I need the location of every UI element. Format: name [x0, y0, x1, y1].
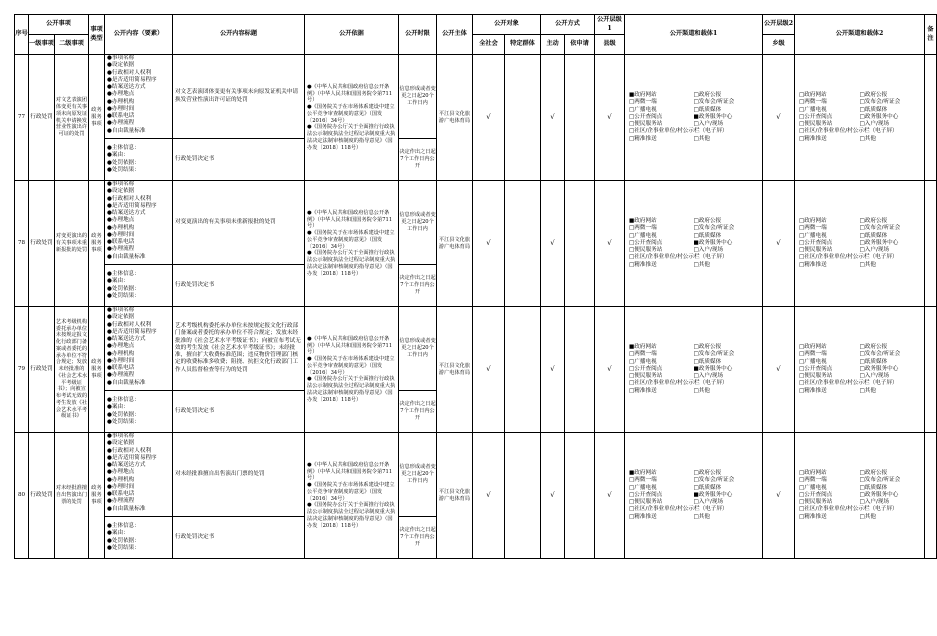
channel-option: □其他 [859, 387, 876, 394]
row-level2-town-check: √ [763, 181, 795, 307]
list-item: ●事项名称 [107, 307, 135, 313]
channel-option: □政府公报 [859, 92, 888, 99]
header-target-all: 全社会 [473, 35, 505, 55]
channel-option: □便民服务站 [799, 373, 833, 380]
row-basis [305, 55, 399, 181]
header-content-elements: 公开内容（要素） [105, 15, 173, 55]
row-subject: 平江县文化旅游广电体育局 [437, 433, 473, 559]
list-item: ●《国务院办公厅关于全面推行行政执法公示制度执法全过程记录制度重大执法决定法制审核制度的指导意见》（国办发〔2018〕118号） [307, 250, 396, 277]
list-item: ●办理流程 [107, 120, 135, 127]
channel-option: □广播电视 [629, 358, 657, 365]
disclosure-table [14, 14, 937, 559]
list-item: ●案由： [107, 530, 129, 537]
row-content-title: 艺术考级机构委托承办单位未按规定报文化行政部门备案或者委托的承办单位不符合规定；发放未经批准的《社会艺术水平考级证书》；向被宣布考试无效的考生发放《社会艺术水平考级证书》；未经批准，擅自扩大收费标准范围；违反物价管理部门核定的收费标准多收费；阻挠、抗拒文化行政部门工作人员监督检查等行为的处罚 [173, 307, 305, 391]
header-subject: 公开主体 [437, 15, 473, 55]
channel-option: □便民服务站 [629, 121, 663, 128]
list-item: ●联系电话 [107, 239, 135, 246]
channel-option: □发布会/听证会 [693, 351, 735, 358]
row-subject: 平江县文化旅游广电体育局 [437, 181, 473, 307]
row-level2-matter: 对变更演出的有关事项未重新报批的处罚 [55, 181, 89, 307]
row-channel2 [795, 181, 925, 307]
row-remark [925, 433, 937, 559]
row-level1-matter: 行政处罚 [29, 433, 55, 559]
row-matter-type: 政务服务事项 [89, 181, 105, 307]
list-item: ●办理机构 [107, 98, 135, 105]
channel-option: □社区/企事业单位/村公示栏（电子屏） [629, 128, 728, 135]
header-level1-county: 县级 [595, 35, 625, 55]
list-item: ●处罚结果： [107, 166, 140, 173]
list-item: ●办理时间 [107, 483, 135, 490]
channel-option: ■政务服务中心 [693, 491, 733, 498]
header-mode-request: 依申请 [565, 35, 595, 55]
row-level1-matter: 行政处罚 [29, 307, 55, 433]
row-content-title: 对变更演出的有关事项未重新报批的处罚 [173, 181, 305, 265]
list-item: ●《国务院关于在市场体系建设中建立公平竞争审查制度的意见》（国发〔2016〕34号） [307, 356, 395, 376]
channel-option: □精准推送 [799, 261, 827, 268]
channel-option: □公开查阅点 [799, 239, 833, 246]
channel-option: □便民服务站 [629, 247, 663, 254]
row-content-title: 对文艺表演团体变更有关事项未向原发证机关申请换发营业性演出许可证的处罚 [173, 55, 305, 139]
channel-options [625, 92, 762, 143]
row-remark [925, 181, 937, 307]
row-mode-request [565, 307, 595, 433]
channel-option: □精准推送 [629, 135, 657, 142]
list-item: ●办理地点 [107, 217, 135, 224]
channel-option: □发布会/听证会 [859, 225, 901, 232]
row-level1-county-check: √ [595, 433, 625, 559]
list-item: ●主体信息： [107, 522, 140, 529]
channel-option: □公开查阅点 [629, 239, 663, 246]
row-seq: 77 [15, 55, 29, 181]
channel-option: □便民服务站 [629, 499, 663, 506]
channel-option: □社区/企事业单位/村公示栏（电子屏） [629, 254, 728, 261]
channel-option: □公开查阅点 [799, 491, 833, 498]
list-item: ●案由： [107, 152, 129, 159]
header-remark: 备注 [925, 15, 937, 55]
channel-option: □发布会/听证会 [693, 477, 735, 484]
channel-option: □社区/企事业单位/村公示栏（电子屏） [799, 128, 898, 135]
header-channel1: 公开渠道和载体1 [625, 15, 763, 55]
channel-option: □两微一端 [799, 99, 827, 106]
row-remark [925, 55, 937, 181]
channel-option: ■政府网站 [629, 344, 657, 351]
channel-option: □政府网站 [799, 470, 827, 477]
list-item: ●办理时间 [107, 357, 135, 364]
row-seq: 79 [15, 307, 29, 433]
channel-option: □便民服务站 [629, 373, 663, 380]
row-level2-matter: 对文艺表演团体变更有关事项未向原发证机关申请换发营业性演出许可证的处罚 [55, 55, 89, 181]
row-target-all-check: √ [473, 307, 505, 433]
channel-options [625, 218, 762, 269]
channel-option: □广播电视 [629, 484, 657, 491]
row-time-limit-1: 信息形成或者变更之日起20个工作日内 [399, 55, 437, 139]
channel-option: □其他 [859, 261, 876, 268]
header-mode-active: 主动 [541, 35, 565, 55]
list-item: ●是否适用简易程序 [107, 454, 157, 461]
list-item: ●办理时间 [107, 231, 135, 238]
row-channel2 [795, 433, 925, 559]
row-result-elements [105, 265, 173, 307]
channel-option: □政府公报 [859, 470, 888, 477]
channel-option: □政府网站 [799, 218, 827, 225]
row-time-limit-1: 信息形成或者变更之日起20个工作日内 [399, 181, 437, 265]
row-mode-request [565, 433, 595, 559]
channel-option: □社区/企事业单位/村公示栏（电子屏） [799, 254, 898, 261]
header-basis: 公开依据 [305, 15, 399, 55]
header-matter-type: 事项类型 [89, 15, 105, 55]
channel-option: □公开查阅点 [629, 113, 663, 120]
list-item: ●《国务院办公厅关于全面推行行政执法公示制度执法全过程记录制度重大执法决定法制审核制度的指导意见》（国办发〔2018〕118号） [307, 502, 396, 529]
header-level2-matter: 二级事项 [55, 35, 89, 55]
list-item: ●主体信息： [107, 144, 140, 151]
list-item: ●办理时间 [107, 105, 135, 112]
channel-option: □两微一端 [629, 225, 657, 232]
row-mode-request [565, 181, 595, 307]
row-result-title: 行政处罚决定书 [173, 139, 305, 181]
list-item: ●办理地点 [107, 469, 135, 476]
channel-option: □入户/现场 [859, 247, 890, 254]
channel-option: ■政府网站 [629, 218, 657, 225]
channel-option: □精准推送 [629, 261, 657, 268]
list-item: ●《中华人民共和国政府信息公开条例》（中华人民共和国国务院令第711号） [307, 461, 393, 482]
list-item: ●案由： [107, 404, 129, 411]
header-matters: 公开事项 [29, 15, 89, 35]
list-item: ●事项名称 [107, 433, 135, 439]
row-time-limit-2: 决定作出之日起7个工作日内公开 [399, 391, 437, 433]
row-target-specific [505, 433, 541, 559]
channel-option: □政府公报 [693, 470, 722, 477]
channel-options [795, 92, 924, 143]
channel-option: □入户/现场 [859, 121, 890, 128]
list-item: ●结案送达方式 [107, 336, 146, 343]
row-level2-matter: 艺术考级机构委托承办单位未按规定报文化行政部门备案或者委托的承办单位不符合规定；发放未经批准的《社会艺术水平考级证书》；向被宣布考试无效的考生发放《社会艺术水平考级证书》 [55, 307, 89, 433]
list-item: ●办理流程 [107, 498, 135, 505]
row-content-elements [105, 181, 173, 265]
channel-option: □便民服务站 [799, 121, 833, 128]
row-level1-matter: 行政处罚 [29, 181, 55, 307]
row-basis [305, 433, 399, 559]
header-level2-town: 乡级 [763, 35, 795, 55]
list-item: ●是否适用简易程序 [107, 328, 157, 335]
list-item: ●自由裁量标准 [107, 127, 146, 134]
row-target-specific [505, 55, 541, 181]
channel-option: □发布会/听证会 [693, 99, 735, 106]
header-level1-matter: 一级事项 [29, 35, 55, 55]
channel-option: □纸质媒体 [693, 232, 722, 239]
list-item: ●结案送达方式 [107, 210, 146, 217]
row-mode-request [565, 55, 595, 181]
row-content-elements [105, 307, 173, 391]
row-channel2 [795, 55, 925, 181]
list-item: ●处罚依据： [107, 537, 140, 544]
row-remark [925, 307, 937, 433]
channel-option: □纸质媒体 [859, 358, 888, 365]
row-time-limit-1: 信息形成或者变更之日起20个工作日内 [399, 433, 437, 517]
channel-options [795, 218, 924, 269]
channel-option: □入户/现场 [859, 499, 890, 506]
row-channel1 [625, 181, 763, 307]
list-item: ●《中华人民共和国政府信息公开条例》（中华人民共和国国务院令第711号） [307, 209, 393, 230]
row-channel1 [625, 55, 763, 181]
header-seq: 序号 [15, 15, 29, 55]
channel-option: □两微一端 [799, 477, 827, 484]
channel-option: □两微一端 [629, 477, 657, 484]
row-level2-town-check: √ [763, 307, 795, 433]
channel-option: □纸质媒体 [859, 106, 888, 113]
row-level1-county-check: √ [595, 307, 625, 433]
row-level1-county-check: √ [595, 55, 625, 181]
channel-option: □公开查阅点 [629, 491, 663, 498]
channel-option: □政务服务中心 [859, 365, 899, 372]
list-item: ●处罚依据： [107, 159, 140, 166]
row-target-all-check: √ [473, 433, 505, 559]
header-content-title: 公开内容标题 [173, 15, 305, 55]
list-item: ●《中华人民共和国政府信息公开条例》（中华人民共和国国务院令第711号） [307, 335, 393, 356]
table-body [15, 55, 937, 559]
channel-option: ■政务服务中心 [693, 239, 733, 246]
list-item: ●处罚依据： [107, 411, 140, 418]
list-item: ●《国务院办公厅关于全面推行行政执法公示制度执法全过程记录制度重大执法决定法制审核制度的指导意见》（国办发〔2018〕118号） [307, 124, 396, 151]
list-item: ●案由： [107, 278, 129, 285]
row-level2-matter: 对未经批准擅自出售演出门票的处罚 [55, 433, 89, 559]
channel-option: □其他 [693, 387, 710, 394]
list-item: ●行政相对人权利 [107, 447, 152, 454]
channel-options [795, 470, 924, 521]
row-level2-town-check: √ [763, 55, 795, 181]
row-result-elements [105, 517, 173, 559]
row-level2-town-check: √ [763, 433, 795, 559]
list-item: ●自由裁量标准 [107, 379, 146, 386]
row-channel1 [625, 433, 763, 559]
channel-option: □广播电视 [799, 106, 827, 113]
row-mode-active-check: √ [541, 307, 565, 433]
row-matter-type: 政务服务事项 [89, 433, 105, 559]
channel-option: □发布会/听证会 [859, 351, 901, 358]
row-mode-active-check: √ [541, 181, 565, 307]
list-item: ●设定依据 [107, 62, 135, 69]
channel-option: □精准推送 [799, 387, 827, 394]
row-level1-county-check: √ [595, 181, 625, 307]
channel-option: □广播电视 [629, 232, 657, 239]
channel-option: □入户/现场 [693, 247, 724, 254]
row-matter-type: 政务服务事项 [89, 307, 105, 433]
list-item: ●《国务院关于在市场体系建设中建立公平竞争审查制度的意见》（国发〔2016〕34号） [307, 230, 395, 250]
row-channel2 [795, 307, 925, 433]
channel-options [625, 470, 762, 521]
list-item: ●行政相对人权利 [107, 321, 152, 328]
row-target-all-check: √ [473, 181, 505, 307]
channel-option: □发布会/听证会 [859, 99, 901, 106]
list-item: ●行政相对人权利 [107, 69, 152, 76]
channel-option: □精准推送 [629, 387, 657, 394]
channel-option: □社区/企事业单位/村公示栏（电子屏） [629, 380, 728, 387]
channel-option: □便民服务站 [799, 247, 833, 254]
list-item: ●事项名称 [107, 181, 135, 187]
row-content-title: 对未经批准擅自出售演出门票的处罚 [173, 433, 305, 517]
row-content-elements [105, 55, 173, 139]
channel-option: □入户/现场 [693, 499, 724, 506]
row-result-title: 行政处罚决定书 [173, 265, 305, 307]
channel-option: □其他 [693, 513, 710, 520]
channel-option: □精准推送 [629, 513, 657, 520]
header-level2: 公开层级2 [763, 15, 795, 35]
list-item: ●自由裁量标准 [107, 253, 146, 260]
channel-option: □政府公报 [693, 344, 722, 351]
row-target-specific [505, 181, 541, 307]
header-target: 公开对象 [473, 15, 541, 35]
row-mode-active-check: √ [541, 55, 565, 181]
list-item: ●主体信息： [107, 270, 140, 277]
list-item: ●《国务院办公厅关于全面推行行政执法公示制度执法全过程记录制度重大执法决定法制审核制度的指导意见》（国办发〔2018〕118号） [307, 376, 396, 403]
channel-option: □精准推送 [799, 135, 827, 142]
channel-option: □纸质媒体 [693, 106, 722, 113]
channel-option: □广播电视 [799, 484, 827, 491]
channel-option: □其他 [859, 513, 876, 520]
row-matter-type: 政务服务事项 [89, 55, 105, 181]
row-seq: 78 [15, 181, 29, 307]
channel-option: □政府公报 [693, 92, 722, 99]
row-time-limit-2: 决定作出之日起7个工作日内公开 [399, 265, 437, 307]
header-target-specific: 特定群体 [505, 35, 541, 55]
channel-option: □社区/企事业单位/村公示栏（电子屏） [799, 506, 898, 513]
channel-option: ■政务服务中心 [693, 113, 733, 120]
list-item: ●设定依据 [107, 314, 135, 321]
channel-option: □政务服务中心 [859, 113, 899, 120]
channel-option: □精准推送 [799, 513, 827, 520]
list-item: ●处罚依据： [107, 285, 140, 292]
list-item: ●行政相对人权利 [107, 195, 152, 202]
row-basis [305, 307, 399, 433]
channel-option: ■政府网站 [629, 470, 657, 477]
row-result-title: 行政处罚决定书 [173, 517, 305, 559]
row-seq: 80 [15, 433, 29, 559]
channel-option: □公开查阅点 [629, 365, 663, 372]
channel-option: □入户/现场 [859, 373, 890, 380]
channel-option: □两微一端 [799, 351, 827, 358]
channel-option: □纸质媒体 [859, 484, 888, 491]
row-subject: 平江县文化旅游广电体育局 [437, 307, 473, 433]
list-item: ●《国务院关于在市场体系建设中建立公平竞争审查制度的意见》（国发〔2016〕34号） [307, 104, 395, 124]
list-item: ●联系电话 [107, 113, 135, 120]
list-item: ●结案送达方式 [107, 84, 146, 91]
row-result-elements [105, 391, 173, 433]
list-item: ●处罚结果： [107, 544, 140, 551]
list-item: ●设定依据 [107, 188, 135, 195]
list-item: ●处罚结果： [107, 292, 140, 299]
row-time-limit-2: 决定作出之日起7个工作日内公开 [399, 139, 437, 181]
channel-option: □其他 [859, 135, 876, 142]
row-channel1 [625, 307, 763, 433]
channel-option: □发布会/听证会 [859, 477, 901, 484]
list-item: ●处罚结果： [107, 418, 140, 425]
list-item: ●事项名称 [107, 55, 135, 61]
channel-option: □政府公报 [693, 218, 722, 225]
list-item: ●是否适用简易程序 [107, 76, 157, 83]
channel-option: □政务服务中心 [859, 491, 899, 498]
channel-option: □两微一端 [799, 225, 827, 232]
channel-option: ■政务服务中心 [693, 365, 733, 372]
channel-option: □广播电视 [799, 358, 827, 365]
channel-option: □政务服务中心 [859, 239, 899, 246]
row-level1-matter: 行政处罚 [29, 55, 55, 181]
header-time-limit: 公开时限 [399, 15, 437, 55]
header-mode: 公开方式 [541, 15, 595, 35]
row-time-limit-2: 决定作出之日起7个工作日内公开 [399, 517, 437, 559]
channel-options [625, 344, 762, 395]
list-item: ●《中华人民共和国政府信息公开条例》（中华人民共和国国务院令第711号） [307, 83, 393, 104]
list-item: ●办理地点 [107, 343, 135, 350]
channel-option: ■政府网站 [629, 92, 657, 99]
list-item: ●办理地点 [107, 91, 135, 98]
list-item: ●设定依据 [107, 440, 135, 447]
channel-option: □社区/企事业单位/村公示栏（电子屏） [629, 506, 728, 513]
row-result-title: 行政处罚决定书 [173, 391, 305, 433]
row-result-elements [105, 139, 173, 181]
channel-option: □社区/企事业单位/村公示栏（电子屏） [799, 380, 898, 387]
row-target-all-check: √ [473, 55, 505, 181]
channel-option: □政府公报 [859, 218, 888, 225]
channel-option: □发布会/听证会 [693, 225, 735, 232]
channel-option: □入户/现场 [693, 373, 724, 380]
header-channel2: 公开渠道和载体2 [795, 15, 925, 55]
channel-option: □其他 [693, 261, 710, 268]
channel-option: □公开查阅点 [799, 365, 833, 372]
row-time-limit-1: 信息形成或者变更之日起20个工作日内 [399, 307, 437, 391]
channel-option: □广播电视 [799, 232, 827, 239]
row-basis [305, 181, 399, 307]
channel-option: □两微一端 [629, 351, 657, 358]
channel-option: □政府公报 [859, 344, 888, 351]
channel-option: □政府网站 [799, 92, 827, 99]
channel-option: □纸质媒体 [693, 484, 722, 491]
channel-option: □广播电视 [629, 106, 657, 113]
row-content-elements [105, 433, 173, 517]
header-level1: 公开层级1 [595, 15, 625, 35]
channel-option: □两微一端 [629, 99, 657, 106]
channel-options [795, 344, 924, 395]
row-mode-active-check: √ [541, 433, 565, 559]
list-item: ●办理机构 [107, 350, 135, 357]
list-item: ●主体信息： [107, 396, 140, 403]
row-target-specific [505, 307, 541, 433]
list-item: ●办理流程 [107, 246, 135, 253]
list-item: ●结案送达方式 [107, 462, 146, 469]
channel-option: □纸质媒体 [693, 358, 722, 365]
channel-option: □入户/现场 [693, 121, 724, 128]
list-item: ●联系电话 [107, 365, 135, 372]
channel-option: □纸质媒体 [859, 232, 888, 239]
list-item: ●办理机构 [107, 476, 135, 483]
list-item: ●是否适用简易程序 [107, 202, 157, 209]
list-item: ●办理流程 [107, 372, 135, 379]
channel-option: □便民服务站 [799, 499, 833, 506]
channel-option: □其他 [693, 135, 710, 142]
list-item: ●《国务院关于在市场体系建设中建立公平竞争审查制度的意见》（国发〔2016〕34号） [307, 482, 395, 502]
channel-option: □政府网站 [799, 344, 827, 351]
list-item: ●联系电话 [107, 491, 135, 498]
list-item: ●自由裁量标准 [107, 505, 146, 512]
row-subject: 平江县文化旅游广电体育局 [437, 55, 473, 181]
channel-option: □公开查阅点 [799, 113, 833, 120]
list-item: ●办理机构 [107, 224, 135, 231]
